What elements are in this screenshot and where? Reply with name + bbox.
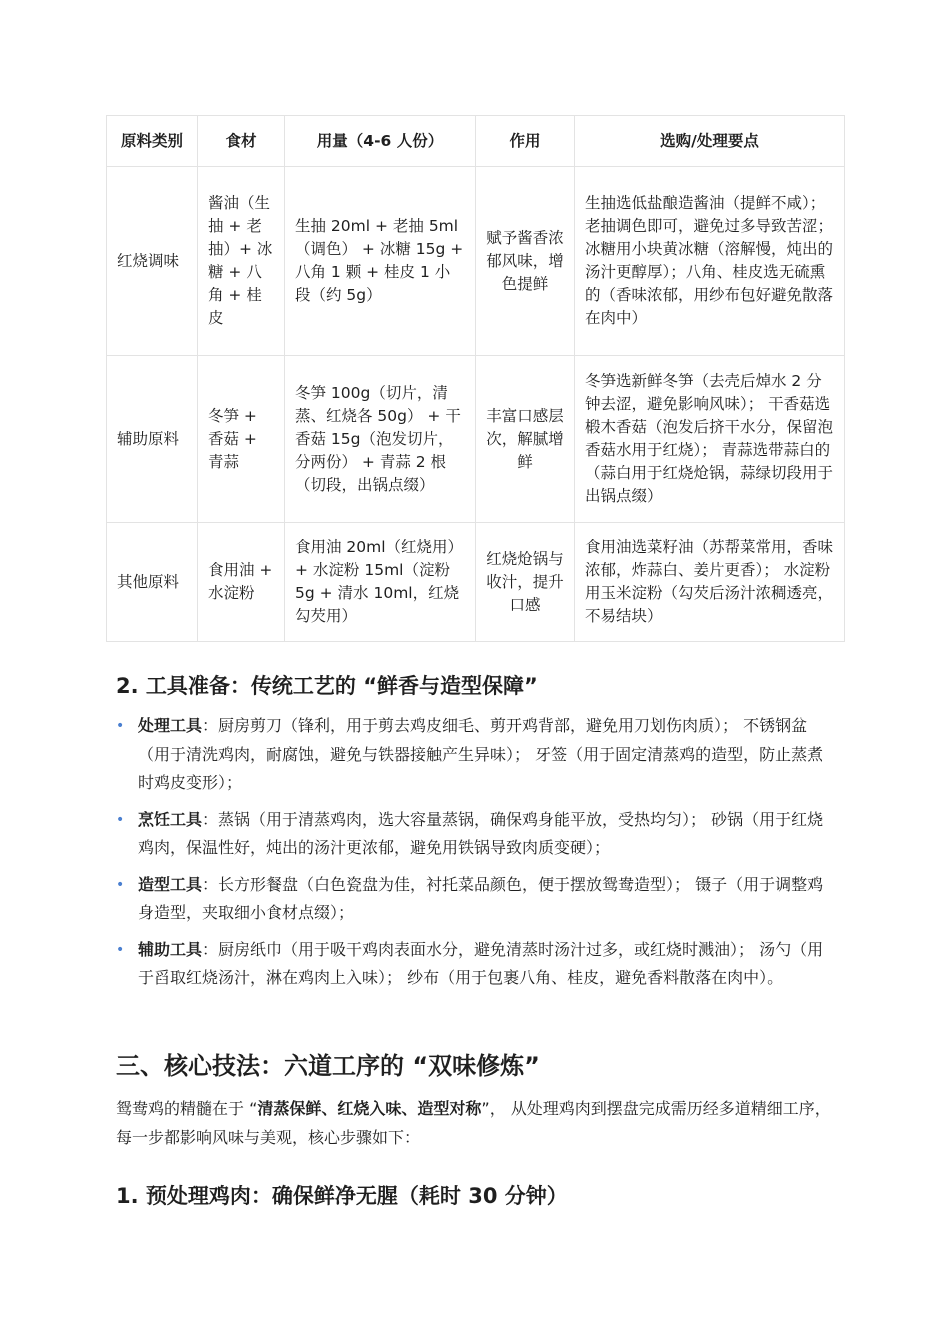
bullet-icon: •: [116, 811, 125, 828]
list-item: [116, 806, 832, 863]
chapter-title: 三、核心技法：六道工序的 “双味修炼”: [116, 1052, 540, 1080]
tool-text: ：蒸锅（用于清蒸鸡肉，选大容量蒸锅，确保鸡身能平放，受热均匀）； 砂锅（用于红烧鸡肉，保温性好，炖出的汤汁更浓郁，避免用铁锅导致肉质变硬）；: [138, 809, 824, 857]
list-item: [116, 871, 832, 928]
table-row: [107, 523, 845, 642]
cell-effect: 丰富口感层次，解腻增鲜: [476, 356, 575, 523]
cell-ingredient: 酱油（生抽 + 老抽）+ 冰糖 + 八角 + 桂皮: [198, 167, 285, 356]
tool-text: ：厨房剪刀（锋利，用于剪去鸡皮细毛、剪开鸡背部，避免用刀划伤肉质）； 不锈钢盆（用于清洗鸡肉，耐腐蚀，避免与铁器接触产生异味）； 牙签（用于固定清蒸鸡的造型，防止蒸煮时鸡皮变形）；: [138, 716, 824, 792]
bullet-icon: •: [116, 718, 125, 734]
header-category: 原料类别: [107, 116, 198, 167]
table-row: [107, 167, 845, 356]
section-tools-title: 2. 工具准备：传统工艺的 “鲜香与造型保障”: [116, 674, 538, 698]
header-ingredient: 食材: [198, 116, 285, 167]
intro-text-before: 鸳鸯鸡的精髓在于 “: [116, 1099, 258, 1118]
cell-tips: 生抽选低盐酿造酱油（提鲜不咸）； 老抽调色即可，避免过多导致苦涩；冰糖用小块黄冰糖（溶解慢，炖出的汤汁更醇厚）；八角、桂皮选无硫熏的（香味浓郁，用纱布包好避免散落在肉中）: [575, 167, 845, 356]
cell-ingredient: 冬笋 + 香菇 + 青蒜: [198, 356, 285, 523]
list-item: [116, 712, 832, 798]
cell-tips: 冬笋选新鲜冬笋（去壳后焯水 2 分钟去涩，避免影响风味）； 干香菇选椴木香菇（泡发后挤干水分，保留泡香菇水用于红烧）； 青蒜选带蒜白的（蒜白用于红烧炝锅，蒜绿切段用于出锅点缀）: [575, 356, 845, 523]
cell-amount: 食用油 20ml（红烧用） + 水淀粉 15ml（淀粉 5g + 清水 10ml，红烧勾芡用）: [285, 523, 476, 642]
cell-effect: 赋予酱香浓郁风味，增色提鲜: [476, 167, 575, 356]
ingredients-table: [106, 115, 845, 642]
table-header-row: [107, 116, 845, 167]
tool-text: ：长方形餐盘（白色瓷盘为佳，衬托菜品颜色，便于摆放鸳鸯造型）； 镊子（用于调整鸡身造型，夹取细小食材点缀）；: [138, 874, 824, 922]
intro-paragraph: [116, 1094, 832, 1152]
cell-ingredient: 食用油 + 水淀粉: [198, 523, 285, 642]
step-title: 1. 预处理鸡肉：确保鲜净无腥（耗时 30 分钟）: [116, 1184, 568, 1208]
tool-label: 烹饪工具: [138, 809, 203, 829]
list-item: [116, 936, 832, 993]
bullet-icon: •: [116, 876, 125, 893]
intro-emphasis: 清蒸保鲜、红烧入味、造型对称: [257, 1099, 482, 1118]
cell-category: 其他原料: [107, 523, 198, 642]
tool-label: 处理工具: [138, 716, 203, 735]
cell-category: 辅助原料: [107, 356, 198, 523]
tool-label: 辅助工具: [138, 939, 203, 959]
header-effect: 作用: [476, 116, 575, 167]
cell-tips: 食用油选菜籽油（苏帮菜常用，香味浓郁，炸蒜白、姜片更香）； 水淀粉用玉米淀粉（勾芡后汤汁浓稠透亮，不易结块）: [575, 523, 845, 642]
bullet-icon: •: [116, 941, 125, 958]
table-row: [107, 356, 845, 523]
cell-amount: 生抽 20ml + 老抽 5ml（调色） + 冰糖 15g + 八角 1 颗 + 桂皮 1 小段（约 5g）: [285, 167, 476, 356]
header-amount: 用量（4-6 人份）: [285, 116, 476, 167]
cell-effect: 红烧炝锅与收汁，提升口感: [476, 523, 575, 642]
intro-text-after: ”， 从处理鸡肉到摆盘完成需历经多道精细工序，每一步都影响风味与美观，核心步骤如下：: [116, 1099, 831, 1147]
tools-list: [116, 712, 832, 1001]
tool-label: 造型工具: [138, 874, 203, 894]
header-tips: 选购/处理要点: [575, 116, 845, 167]
cell-category: 红烧调味: [107, 167, 198, 356]
tool-text: ：厨房纸巾（用于吸干鸡肉表面水分，避免清蒸时汤汁过多，或红烧时溅油）； 汤勺（用于舀取红烧汤汁，淋在鸡肉上入味）； 纱布（用于包裹八角、桂皮，避免香料散落在肉中）。: [138, 939, 824, 987]
cell-amount: 冬笋 100g（切片，清蒸、红烧各 50g） + 干香菇 15g（泡发切片，分两份） + 青蒜 2 根（切段，出锅点缀）: [285, 356, 476, 523]
